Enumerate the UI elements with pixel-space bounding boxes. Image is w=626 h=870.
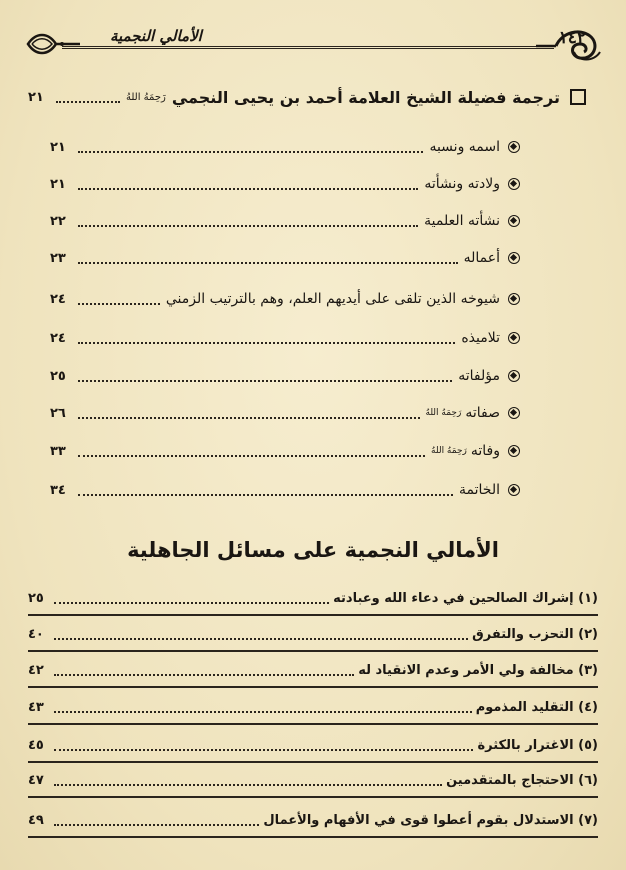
flower-bullet-icon [508, 215, 520, 227]
toc-entry-text: شيوخه الذين تلقى على أيديهم العلم، وهم بالترتيب الزمني [165, 291, 500, 307]
flower-bullet-icon [508, 484, 520, 496]
divider [28, 796, 598, 798]
toc-entry-page: ٣٣ [50, 443, 66, 459]
toc-entry[interactable] [50, 327, 520, 349]
leader-dots [78, 215, 418, 227]
toc-entry[interactable] [50, 365, 520, 387]
right-ornament-icon [534, 22, 606, 64]
leader-dots [78, 445, 425, 457]
toc-item[interactable] [28, 695, 598, 719]
flower-bullet-icon [508, 445, 520, 457]
toc-item[interactable] [28, 733, 598, 757]
toc-item[interactable] [28, 768, 598, 792]
toc-entry-page: ٢٤ [50, 330, 66, 346]
flower-bullet-icon [508, 293, 520, 305]
toc-entry-page: ٢٢ [50, 213, 66, 229]
leader-dots [54, 774, 442, 786]
flower-bullet-icon [508, 332, 520, 344]
toc-item-page: ٢٥ [28, 590, 44, 606]
toc-item-text: (٧) الاستدلال بقوم أعطوا قوى في الأفهام والأعمال [263, 812, 598, 828]
leader-dots [56, 91, 120, 103]
divider [28, 614, 598, 616]
toc-entry-text: الخاتمة [459, 482, 500, 498]
toc-entry-honorific: رَحِمَهُ اللهُ [425, 408, 462, 418]
toc-entry-page: ٢١ [50, 139, 66, 155]
toc-entry-page: ٢٦ [50, 405, 66, 421]
toc-entry-text: نشأته العلمية [424, 213, 500, 229]
leader-dots [78, 252, 458, 264]
main-entry-page: ٢١ [28, 89, 44, 105]
toc-main-entry[interactable] [28, 84, 586, 110]
leader-dots [78, 178, 418, 190]
toc-entry-text: أعماله [463, 250, 500, 266]
toc-entry[interactable] [50, 288, 520, 310]
left-ornament-icon [22, 26, 82, 64]
divider [28, 686, 598, 688]
divider [28, 836, 598, 838]
leader-dots [54, 664, 354, 676]
running-title: الأمالي النجمية [110, 27, 202, 45]
leader-dots [54, 592, 329, 604]
toc-entry[interactable] [50, 247, 520, 269]
toc-entry-text: ولادته ونشأته [424, 176, 500, 192]
toc-entry-text: صفاته [465, 405, 500, 421]
leader-dots [54, 814, 259, 826]
section-title: الأمالي النجمية على مسائل الجاهلية [127, 538, 499, 562]
toc-item-page: ٤٧ [28, 772, 44, 788]
toc-entry[interactable] [50, 136, 520, 158]
main-entry-text: ترجمة فضيلة الشيخ العلامة أحمد بن يحيى النجمي [171, 87, 560, 107]
leader-dots [78, 332, 455, 344]
toc-item-page: ٤٢ [28, 662, 44, 678]
toc-entry-text: تلاميذه [461, 330, 500, 346]
flower-bullet-icon [508, 141, 520, 153]
leader-dots [78, 293, 160, 305]
leader-dots [54, 628, 468, 640]
toc-item[interactable] [28, 658, 598, 682]
toc-entry-page: ٣٤ [50, 482, 66, 498]
toc-item-text: (٣) مخالفة ولي الأمر وعدم الانقياد له [358, 662, 598, 678]
toc-item[interactable] [28, 586, 598, 610]
divider [28, 650, 598, 652]
toc-entry[interactable] [50, 173, 520, 195]
toc-item[interactable] [28, 808, 598, 832]
toc-item-page: ٤٩ [28, 812, 44, 828]
leader-dots [54, 701, 472, 713]
toc-entry-page: ٢١ [50, 176, 66, 192]
toc-item-text: (٢) التحزب والتفرق [472, 626, 598, 642]
leader-dots [78, 370, 452, 382]
divider [28, 723, 598, 725]
page-header [22, 22, 606, 64]
toc-item-text: (١) إشراك الصالحين في دعاء الله وعبادته [333, 590, 598, 606]
toc-entry-page: ٢٣ [50, 250, 66, 266]
toc-entry[interactable] [50, 479, 520, 501]
leader-dots [78, 141, 423, 153]
toc-entry-text: وفاته [470, 443, 500, 459]
toc-entry[interactable] [50, 210, 520, 232]
toc-item-text: (٤) التقليد المذموم [475, 699, 598, 715]
toc-item[interactable] [28, 622, 598, 646]
flower-bullet-icon [508, 407, 520, 419]
toc-entry-page: ٢٥ [50, 368, 66, 384]
toc-entry[interactable] [50, 402, 520, 424]
header-rule [62, 46, 554, 49]
checkbox-square-icon [570, 89, 586, 105]
toc-item-page: ٤٥ [28, 737, 44, 753]
leader-dots [54, 739, 473, 751]
flower-bullet-icon [508, 178, 520, 190]
flower-bullet-icon [508, 252, 520, 264]
leader-dots [78, 407, 420, 419]
toc-entry[interactable] [50, 440, 520, 462]
divider [28, 761, 598, 763]
toc-entry-text: اسمه ونسبه [429, 139, 500, 155]
toc-item-text: (٦) الاحتجاج بالمتقدمين [446, 772, 598, 788]
toc-entry-honorific: رَحِمَهُ اللهُ [431, 446, 467, 456]
leader-dots [78, 484, 453, 496]
toc-entry-text: مؤلفاته [458, 368, 500, 384]
page-number: ١٤٢ [558, 28, 586, 48]
main-entry-honorific: رَحِمَهُ اللهُ [126, 91, 166, 103]
flower-bullet-icon [508, 370, 520, 382]
toc-entry-page: ٢٤ [50, 291, 66, 307]
toc-item-text: (٥) الاغترار بالكثرة [477, 737, 598, 753]
toc-item-page: ٤٠ [28, 626, 44, 642]
toc-item-page: ٤٣ [28, 699, 44, 715]
